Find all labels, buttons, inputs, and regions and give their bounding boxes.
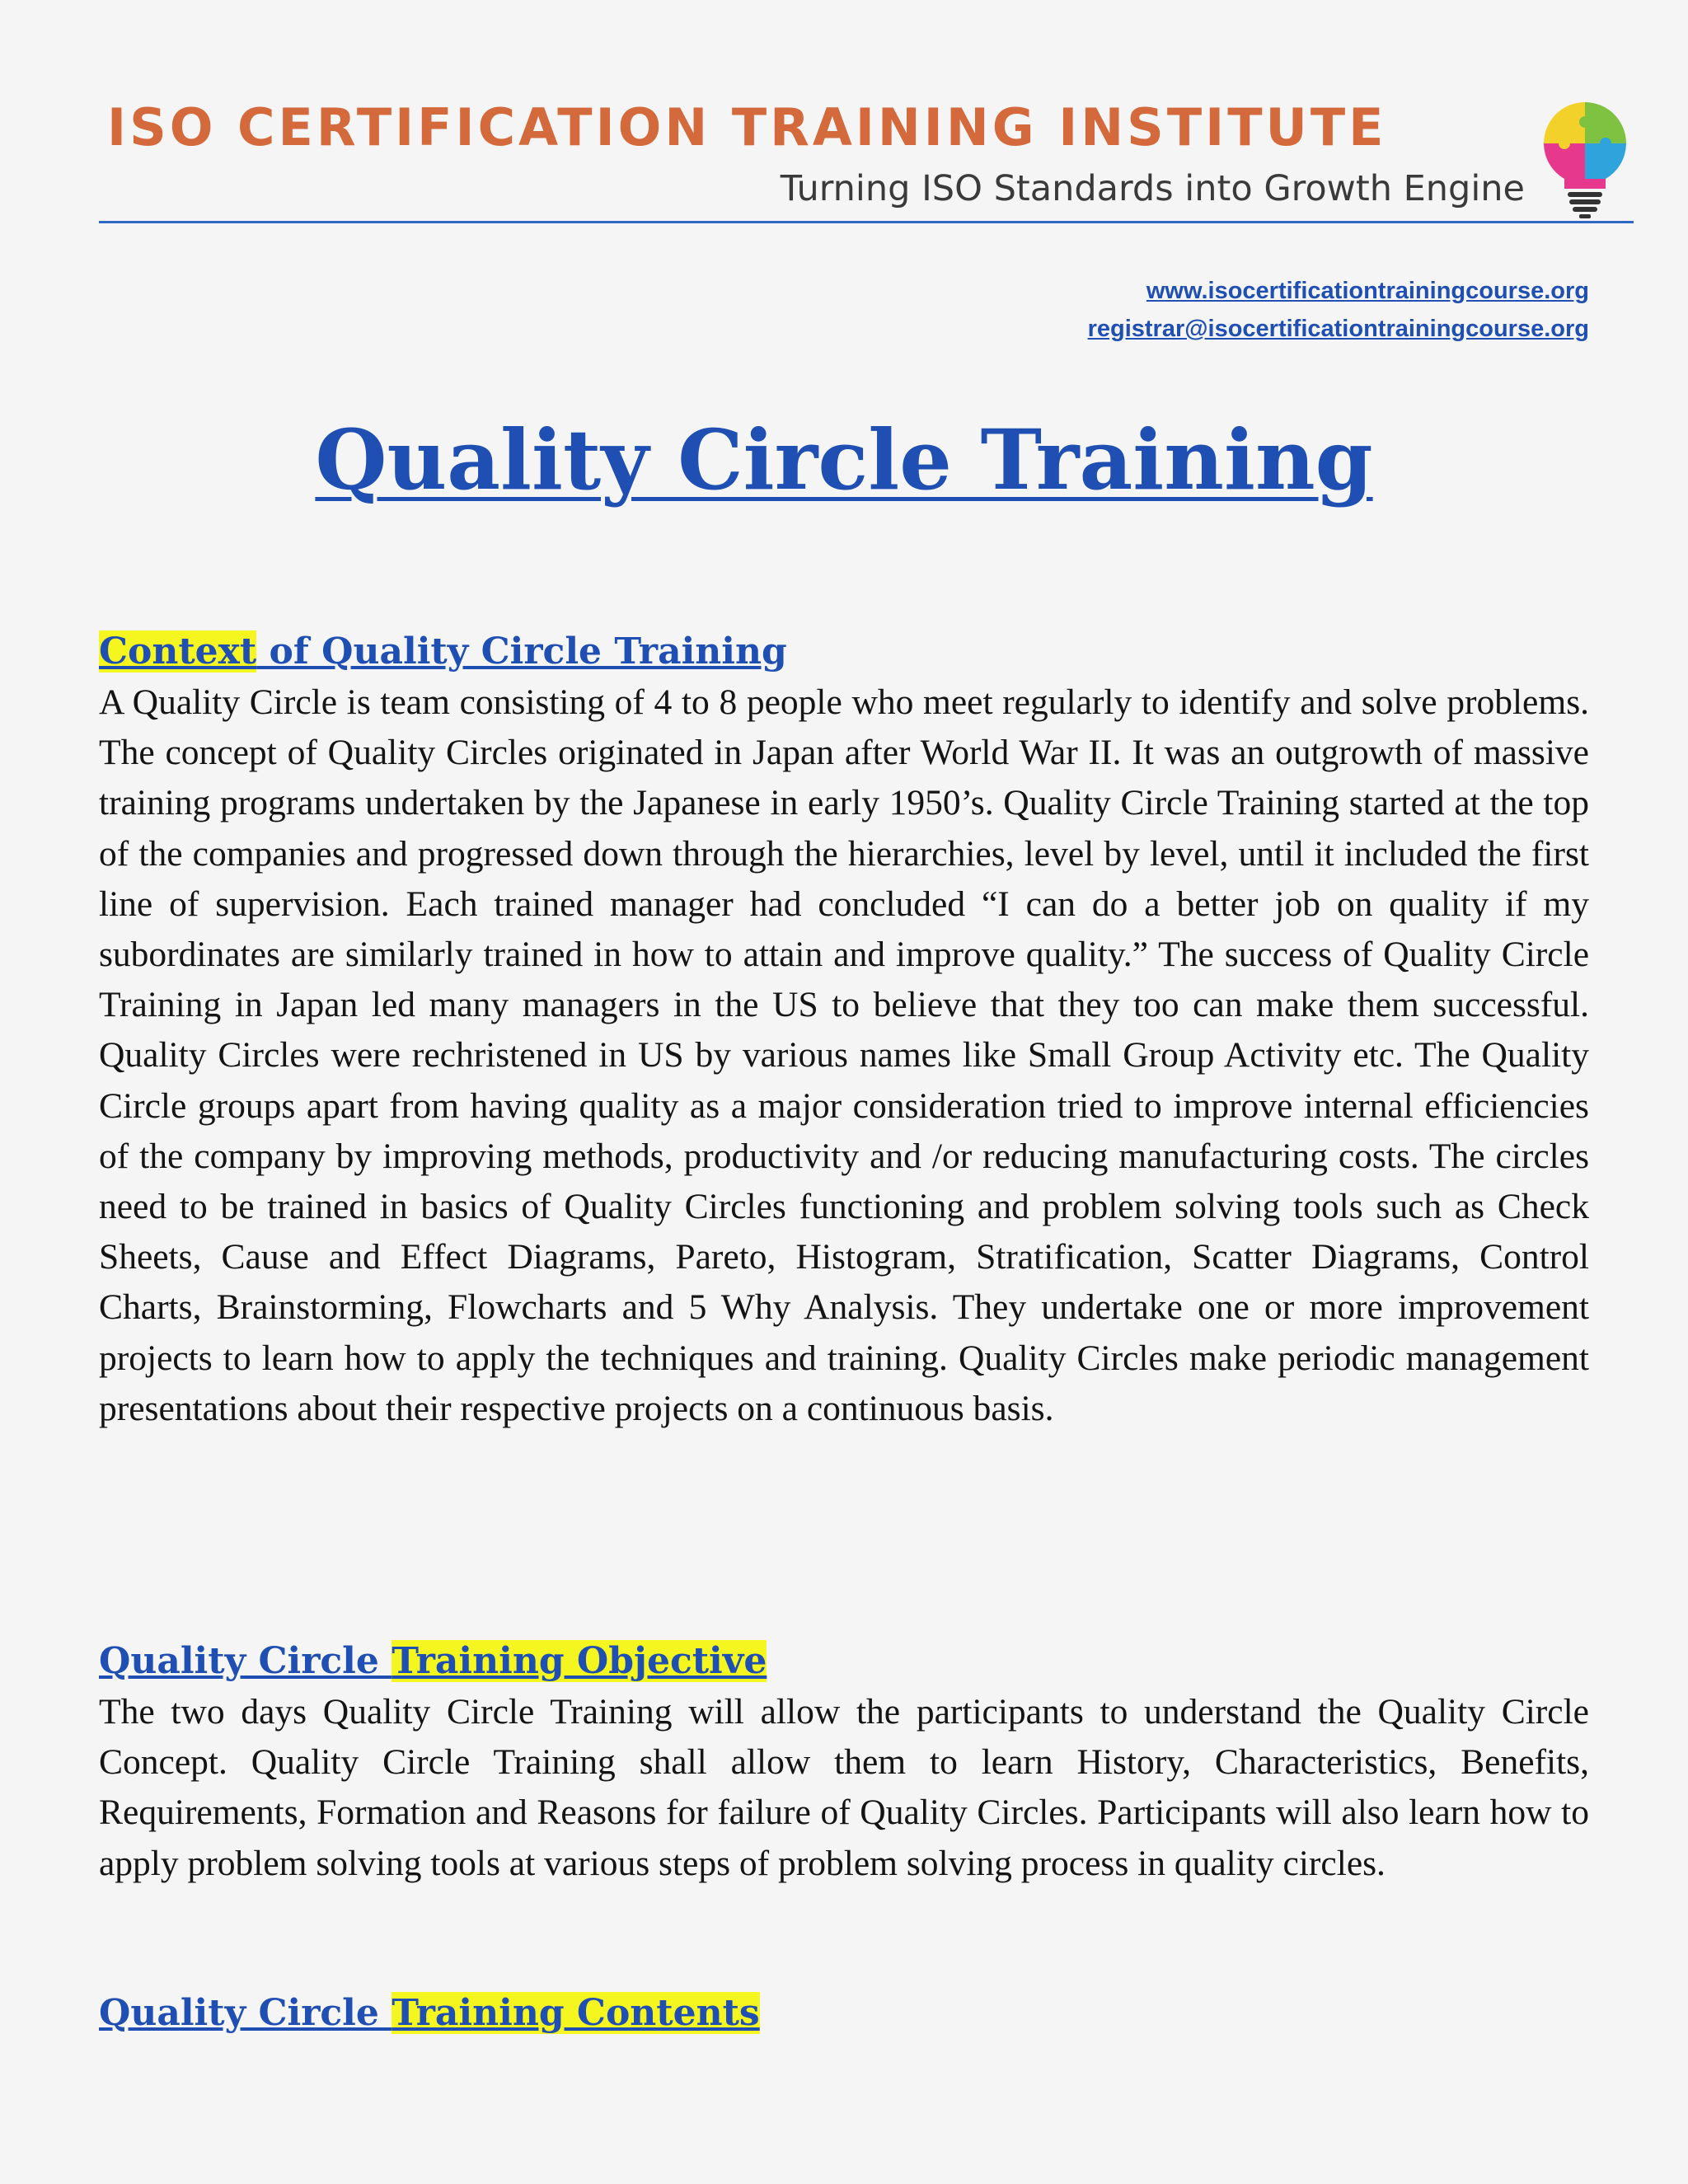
header-divider xyxy=(99,221,1634,223)
section-objective xyxy=(99,1636,1589,1889)
heading-text: Quality Circle xyxy=(99,1992,392,2034)
section-body-context: A Quality Circle is team consisting of 4 to 8 people who meet regularly to identify and solve problems. The concept of Quality Circles originated in Japan after World War II. It was an outgrowth of massive training programs undertaken by the Japanese in early 1950’s. Quality Circle Training started at the top of the companies and progressed down through the hierarchies, level by level, until it included the first line of supervision. Each trained manager had concluded “I can do a better job on quality if my subordinates are similarly trained in how to attain and improve quality.” The success of Quality Circle Training in Japan led many managers in the US to believe that they too can make them successful. Quality Circles were rechristened in US by various names like Small Group Activity etc. The Quality Circle groups apart from having quality as a major consideration tried to improve internal efficiencies of the company by improving methods, productivity and /or reducing manufacturing costs. The circles need to be trained in basics of Quality Circles functioning and problem solving tools such as Check Sheets, Cause and Effect Diagrams, Pareto, Histogram, Stratification, Scatter Diagrams, Control Charts, Brainstorming, Flowcharts and 5 Why Analysis. They undertake one or more improvement projects to learn how to apply the techniques and training. Quality Circles make periodic management presentations about their respective projects on a continuous basis. xyxy=(99,682,1589,1428)
heading-highlight: Training Contents xyxy=(392,1992,760,2034)
email-link[interactable]: registrar@isocertificationtrainingcourse.org xyxy=(1087,316,1589,342)
section-heading-context xyxy=(99,626,1589,677)
heading-highlight: Training Objective xyxy=(392,1640,767,1682)
section-heading-objective xyxy=(99,1636,1589,1687)
institute-name: ISO CERTIFICATION TRAINING INSTITUTE xyxy=(107,97,1387,157)
contact-links xyxy=(1088,272,1589,348)
heading-text: of Quality Circle Training xyxy=(256,630,787,673)
heading-text: Quality Circle xyxy=(99,1640,392,1682)
section-body-objective: The two days Quality Circle Training will allow the participants to understand the Quality Circle Concept. Quality Circle Training shall allow them to learn History, Characteristics, Benefits, Requirements, Formation and Reasons for failure of Quality Circles. Participants will also learn how to apply problem solving tools at various steps of problem solving process in quality circles. xyxy=(99,1692,1589,1883)
section-contents xyxy=(99,1988,1589,2039)
section-context xyxy=(99,626,1589,1434)
heading-highlight: Context xyxy=(99,630,257,673)
letterhead xyxy=(99,82,1634,223)
website-link[interactable]: www.isocertificationtrainingcourse.org xyxy=(1146,278,1589,304)
institute-tagline: Turning ISO Standards into Growth Engine xyxy=(780,168,1525,209)
lightbulb-puzzle-icon xyxy=(1536,97,1634,221)
page-title: Quality Circle Training xyxy=(315,411,1373,509)
section-heading-contents xyxy=(99,1988,1589,2039)
